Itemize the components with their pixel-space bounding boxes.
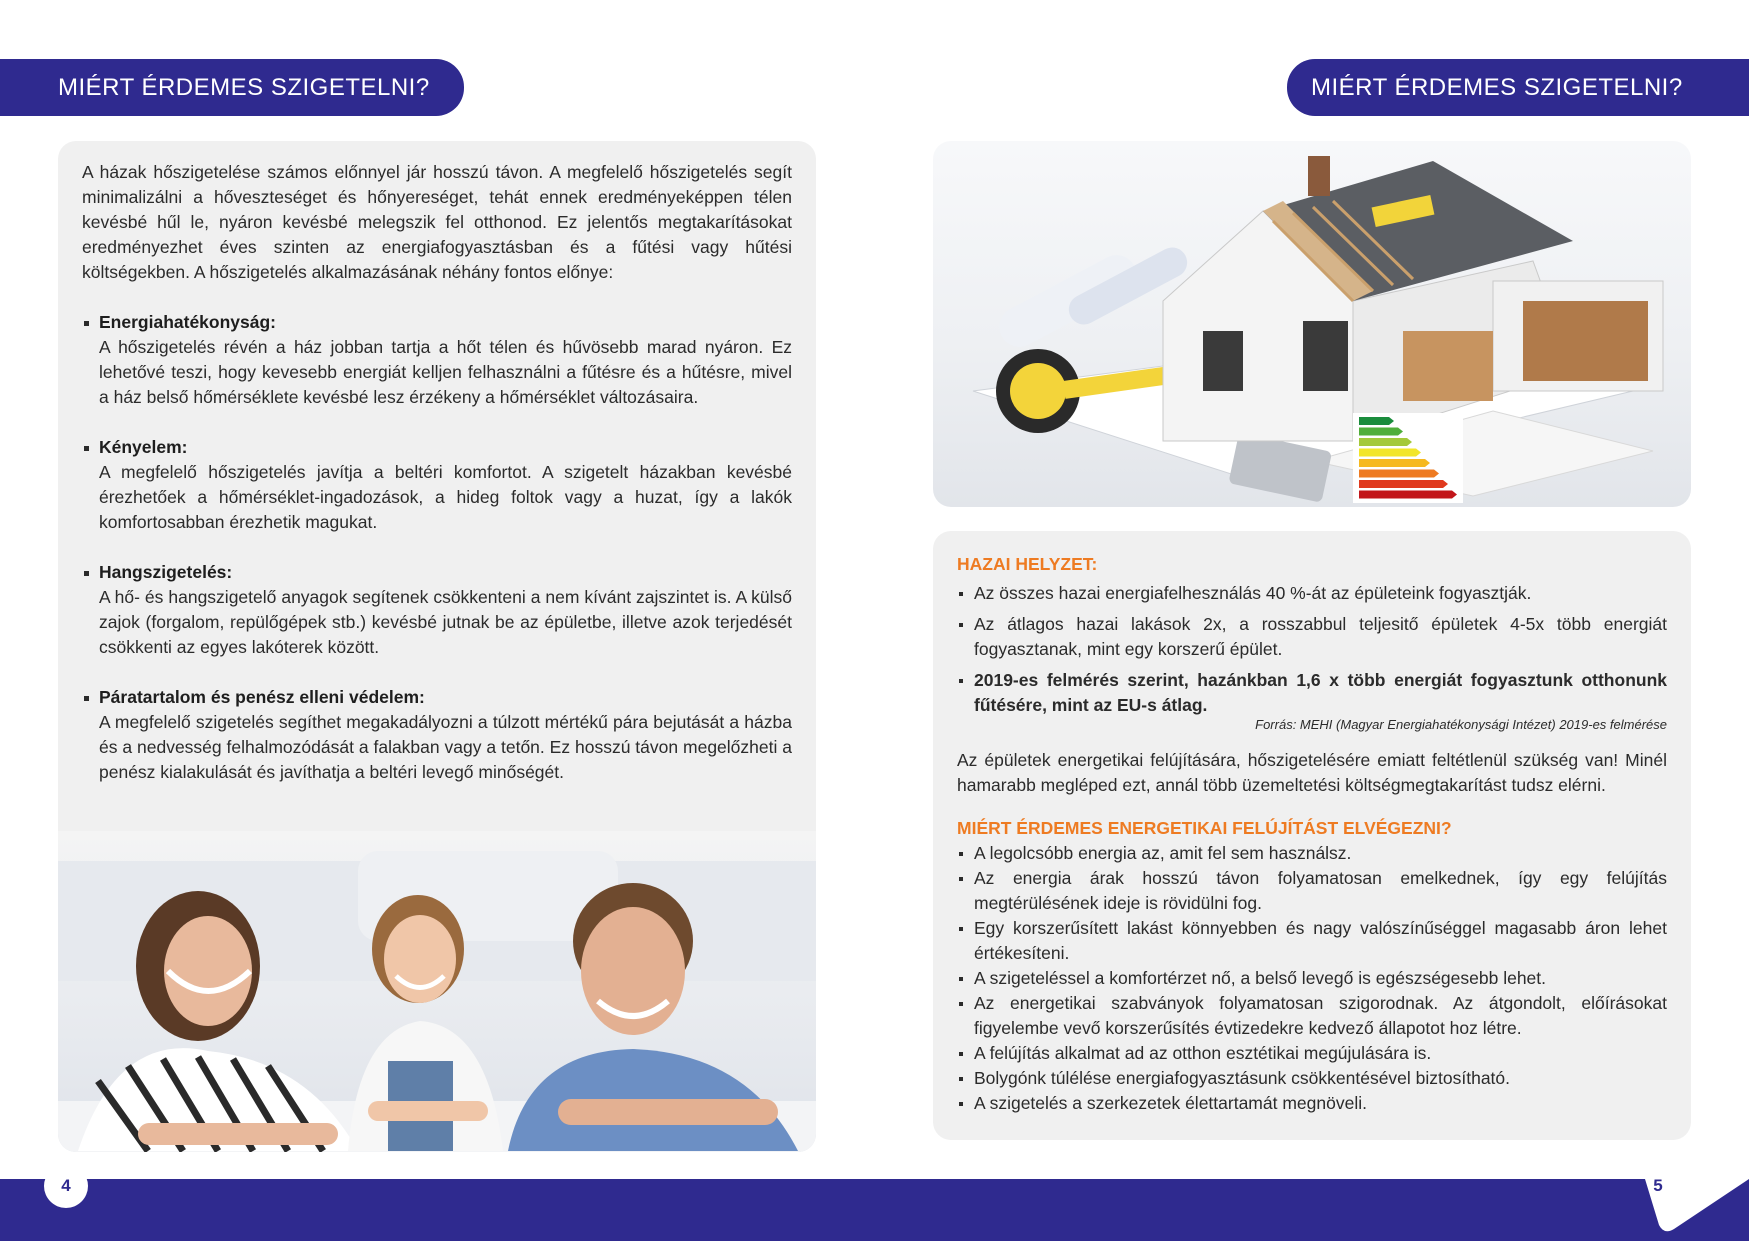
source-note: Forrás: MEHI (Magyar Energiahatékonysági Intézet) 2019-es felmérése: [1255, 717, 1667, 732]
bullet-icon: [959, 623, 963, 627]
bullet-icon: [84, 446, 89, 451]
page-number-right: 5: [1653, 1176, 1663, 1195]
benefit-title: Páratartalom és penész elleni védelem:: [99, 687, 425, 707]
left-content-panel: [58, 141, 816, 1152]
energy-label-icon: [1353, 413, 1463, 503]
family-photo: [58, 831, 816, 1152]
list-item-text: Az energia árak hosszú távon folyamatosan emelkednek, így egy felújítás megtérülésének ideje is rövidülni fog.: [974, 868, 1667, 913]
summary-paragraph: Az épületek energetikai felújítására, hőszigetelésére emiatt feltétlenül szükség van! Minél hamarabb megléped ezt, annál több üzemeltetési költségmegtakarítást tudsz elérni.: [957, 750, 1667, 795]
list-item-text: A szigeteléssel a komfortérzet nő, a belső levegő is egészségesebb lehet.: [974, 968, 1547, 988]
benefit-item: [82, 310, 792, 410]
list-item: [957, 1041, 1667, 1066]
bullet-icon: [959, 1077, 963, 1081]
why-heading: MIÉRT ÉRDEMES ENERGETIKAI FELÚJÍTÁST ELVÉGEZNI?: [957, 818, 1452, 838]
list-item: [957, 916, 1667, 966]
list-item-text: Bolygónk túlélése energiafogyasztásunk csökkentésével biztosítható.: [974, 1068, 1511, 1088]
house-illustration: [933, 141, 1691, 507]
bullet-icon: [959, 927, 963, 931]
list-item-text: Az átlagos hazai lakások 2x, a rosszabbul teljesitő épületek 4-5x több energiát fogyasztanak, mint egy korszerű épület.: [974, 614, 1667, 659]
bullet-icon: [959, 1102, 963, 1106]
list-item-text: A szigetelés a szerkezetek élettartamát megnöveli.: [974, 1093, 1367, 1113]
bullet-icon: [959, 1052, 963, 1056]
energy-band: [1359, 491, 1457, 499]
energy-band: [1359, 438, 1412, 446]
list-item: [957, 612, 1667, 662]
benefit-title: Kényelem:: [99, 437, 188, 457]
list-item: [957, 581, 1667, 606]
house-construction-image: [933, 141, 1691, 507]
energy-band: [1359, 470, 1439, 478]
benefit-text: A hőszigetelés révén a ház jobban tartja a hőt télen és hűvösebb marad nyáron. Ez lehetővé teszi, hogy kevesebb energiát kelljen felhasználni a fűtésre és a hűtésre, mivel a ház belső hőmérséklete kevésbé lesz érzékeny a hőmérséklet változásaira.: [99, 337, 792, 407]
benefit-text: A megfelelő szigetelés segíthet megakadályozni a túlzott mértékű pára bejutását a házba és a nedvesség felhalmozódását a falakban vagy a tetőn. Ez hosszú távon megelőzheti a penész kialakulását és javíthatja a beltéri levegő minőségét.: [99, 712, 792, 782]
right-content-panel: [933, 531, 1691, 1140]
list-item-text: Az összes hazai energiafelhesználás 40 %-át az épületeink fogyasztják.: [974, 583, 1532, 603]
list-item: [957, 991, 1667, 1041]
bullet-icon: [959, 877, 963, 881]
benefit-item: [82, 560, 792, 660]
right-page-header: MIÉRT ÉRDEMES SZIGETELNI?: [1287, 59, 1749, 116]
benefit-title: Hangszigetelés:: [99, 562, 233, 582]
list-item-text: Az energetikai szabványok folyamatosan szigorodnak. Az átgondolt, előírásokat figyelembe vevő korszerűsítés évtizedekre kedvező állapotot hoz létre.: [974, 993, 1667, 1038]
list-item-text: A legolcsóbb energia az, amit fel sem használsz.: [974, 843, 1352, 863]
list-item-text: 2019-es felmérés szerint, hazánkban 1,6 x több energiát fogyasztunk otthonunk fűtésére, mint az EU-s átlag.: [974, 670, 1667, 715]
bullet-icon: [84, 696, 89, 701]
left-text-block: [82, 160, 792, 785]
energy-band: [1359, 459, 1430, 467]
energy-band: [1359, 428, 1403, 436]
list-item: [957, 866, 1667, 916]
bullet-icon: [959, 1002, 963, 1006]
page-number-left: 4: [44, 1164, 88, 1208]
list-item-text: Egy korszerűsített lakást könnyebben és nagy valószínűséggel magasabb áron lehet értékesíteni.: [974, 918, 1667, 963]
energy-band: [1359, 480, 1448, 488]
bullet-icon: [959, 592, 963, 596]
bullet-icon: [84, 321, 89, 326]
bullet-icon: [84, 571, 89, 576]
hazai-list: [957, 581, 1667, 718]
left-page-header: MIÉRT ÉRDEMES SZIGETELNI?: [0, 59, 464, 116]
benefit-text: A hő- és hangszigetelő anyagok segítenek csökkenteni a nem kívánt zajszintet is. A külső zajok (forgalom, repülőgépek stb.) kevésbé jutnak be az épületbe, illetve azok terjedését csökkenti az egyes lakóterek között.: [99, 587, 792, 657]
energy-band: [1359, 449, 1421, 457]
list-item-text: A felújítás alkalmat ad az otthon esztétikai megújulására is.: [974, 1043, 1432, 1063]
bullet-icon: [959, 977, 963, 981]
list-item: [957, 966, 1667, 991]
why-list: [957, 841, 1667, 1116]
list-item: [957, 668, 1667, 718]
benefit-item: [82, 685, 792, 785]
benefit-title: Energiahatékonyság:: [99, 312, 276, 332]
benefit-item: [82, 435, 792, 535]
benefit-text: A megfelelő hőszigetelés javítja a beltéri komfortot. A szigetelt házakban kevésbé érezhetőek a hőmérséklet-ingadozások, a hideg foltok vagy a huzat, így a lakók komfortosabban érezhetik magukat.: [99, 462, 792, 532]
list-item: [957, 841, 1667, 866]
right-text-block: [957, 552, 1667, 1116]
footer-bar: [0, 1179, 1749, 1241]
family-illustration: [58, 831, 816, 1152]
bullet-icon: [959, 679, 963, 683]
list-item: [957, 1066, 1667, 1091]
list-item: [957, 1091, 1667, 1116]
benefits-list: [82, 310, 792, 785]
hazai-helyzet-heading: HAZAI HELYZET:: [957, 554, 1098, 574]
intro-paragraph: A házak hőszigetelése számos előnnyel jár hosszú távon. A megfelelő hőszigetelés segít minimalizálni a hőveszteséget és hőnyereséget, tehát ennek eredményeképpen télen kevésbé hűl le, nyáron kevésbé melegszik fel otthonod. Ez jelentős megtakarításokat eredményezhet éves szinten az energiafogyasztásban és a fűtési vagy hűtési költségekben. A hőszigetelés alkalmazásának néhány fontos előnye:: [82, 162, 792, 282]
bullet-icon: [959, 852, 963, 856]
energy-band: [1359, 417, 1394, 425]
